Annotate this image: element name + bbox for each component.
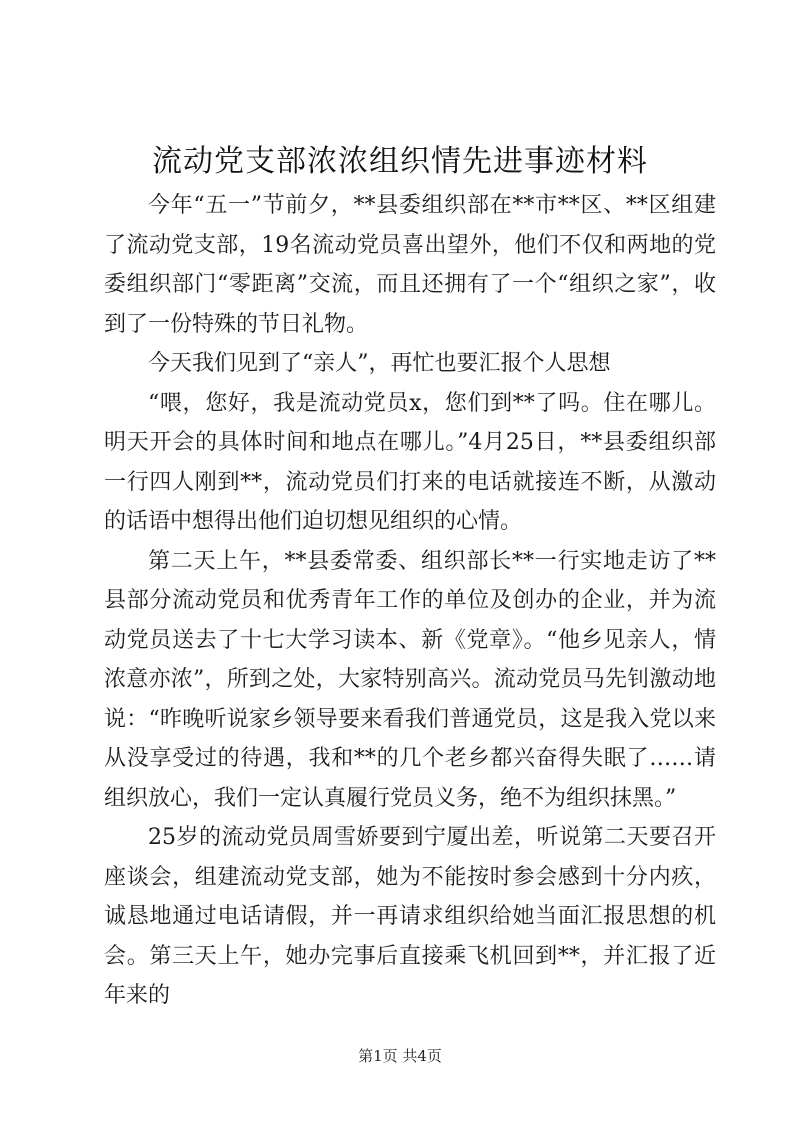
paragraph: 今年“五一”节前夕，**县委组织部在**市**区、**区组建了流动党支部，19名流动党员喜出望外，他们不仅和两地的党委组织部门“零距离”交流，而且还拥有了一个“组织之家”，收到了一份特殊的节日礼物。 (104, 193, 716, 337)
page-number-footer: 第1页 共4页 (358, 1047, 442, 1065)
document-body (104, 186, 716, 1016)
document-title: 流动党支部浓浓组织情先进事迹材料 (152, 144, 648, 179)
paragraph: “喂，您好，我是流动党员x，您们到**了吗。住在哪儿。明天开会的具体时间和地点在哪儿。”4月25日，**县委组织部一行四人刚到**，流动党员们打来的电话就接连不断，从激动的话语中想得出他们迫切想见组织的心情。 (104, 390, 716, 534)
paragraph: 25岁的流动党员周雪娇要到宁厦出差，听说第二天要召开座谈会，组建流动党支部，她为不能按时参会感到十分内疚，诚恳地通过电话请假，并一再请求组织给她当面汇报思想的机会。第三天上午，她办完事后直接乘飞机回到**，并汇报了近年来的 (104, 825, 716, 1008)
paragraph: 今天我们见到了“亲人”，再忙也要汇报个人思想 (148, 351, 611, 376)
paragraph: 第二天上午，**县委常委、组织部长**一行实地走访了**县部分流动党员和优秀青年工作的单位及创办的企业，并为流动党员送去了十七大学习读本、新《党章》。“他乡见亲人，情浓意亦浓”，所到之处，大家特别高兴。流动党员马先钊激动地说：“昨晚听说家乡领导要来看我们普通党员，这是我入党以来从没享受过的待遇，我和**的几个老乡都兴奋得失眠了……请组织放心，我们一定认真履行党员义务，绝不为组织抹黑。” (104, 548, 716, 811)
